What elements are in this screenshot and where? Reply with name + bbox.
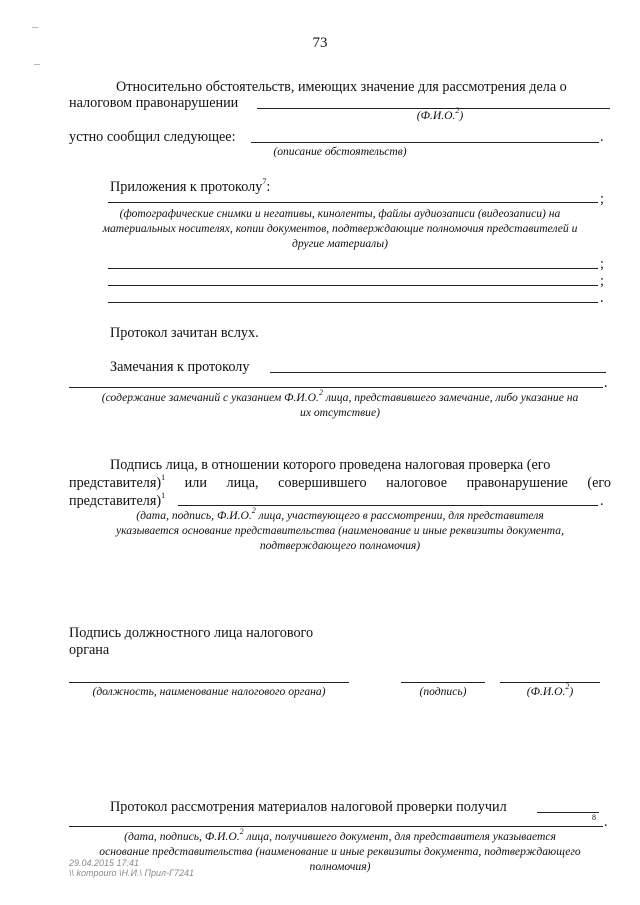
period: . bbox=[600, 290, 604, 306]
received-line-1[interactable] bbox=[537, 812, 599, 813]
read-aloud-text: Протокол зачитан вслух. bbox=[110, 325, 259, 341]
oral-line[interactable] bbox=[251, 142, 599, 143]
page-number: 73 bbox=[312, 35, 328, 51]
margin-mark bbox=[32, 27, 38, 28]
attachments-line-4[interactable] bbox=[108, 302, 598, 303]
footnote-mark: 8 bbox=[592, 813, 596, 822]
remarks-caption: (содержание замечаний с указанием Ф.И.О.$^2$ лица, представившего замечание, либо указание на их отсутствие) bbox=[101, 388, 579, 419]
received-line-2[interactable] bbox=[69, 826, 603, 827]
received-caption: (дата, подпись, Ф.И.О.$^2$ лица, получившего документ, для представителя указывается основание представительства (наименование и иные реквизиты документа, подтверждающего полномочия) bbox=[99, 827, 581, 873]
official-line2: органа bbox=[69, 642, 110, 658]
remarks-label: Замечания к протоколу bbox=[110, 359, 250, 375]
circumstances-line1: Относительно обстоятельств, имеющих значение для рассмотрения дела о bbox=[116, 79, 567, 95]
remarks-line-2[interactable] bbox=[69, 387, 603, 388]
official-signature-caption: (подпись) bbox=[419, 685, 467, 698]
inspected-period: . bbox=[600, 493, 604, 509]
oral-caption: (описание обстоятельств) bbox=[273, 145, 407, 158]
official-fio-line[interactable] bbox=[500, 682, 600, 683]
attachments-line-1[interactable] bbox=[108, 202, 598, 203]
official-signature-line[interactable] bbox=[401, 682, 485, 683]
attachments-caption: (фотографические снимки и негативы, киноленты, файлы аудиозаписи (видеозаписи) на материальных носителях, копии документов, подтверждающие полномочия представителей и другие материалы) bbox=[102, 207, 578, 250]
inspected-line1: Подпись лица, в отношении которого проведена налоговая проверка (его bbox=[110, 457, 551, 473]
fio-caption: (Ф.И.О.$^2$) bbox=[416, 106, 464, 122]
margin-mark bbox=[34, 64, 40, 65]
inspected-caption: (дата, подпись, Ф.И.О.$^2$ лица, участвующего в рассмотрении, для представителя указывается основание представительства (наименование и иные реквизиты документа, подтверждающего полномочия) bbox=[115, 506, 565, 552]
received-label: Протокол рассмотрения материалов налоговой проверки получил bbox=[110, 799, 507, 815]
semicolon: ; bbox=[600, 191, 604, 207]
inspected-signature-line[interactable] bbox=[178, 505, 598, 506]
attachments-line-2[interactable] bbox=[108, 268, 598, 269]
remarks-line-1[interactable] bbox=[270, 372, 606, 373]
oral-label: устно сообщил следующее: bbox=[69, 129, 236, 145]
official-fio-caption: (Ф.И.О.$^2$) bbox=[526, 682, 574, 698]
remarks-period: . bbox=[604, 375, 608, 391]
footer-path: \\ kompouro \Н.И.\ Прил-Г7241 bbox=[69, 868, 194, 878]
semicolon: ; bbox=[600, 256, 604, 272]
footer-timestamp: 29.04.2015 17:41 bbox=[69, 858, 140, 868]
received-period: . bbox=[604, 814, 608, 830]
oral-period: . bbox=[600, 129, 604, 145]
official-line1: Подпись должностного лица налогового bbox=[69, 625, 314, 641]
inspected-line2: представителя)$^1$ или лица, совершившего налоговое правонарушение (его bbox=[69, 473, 611, 491]
official-position-caption: (должность, наименование налогового органа) bbox=[92, 685, 326, 698]
circumstances-label: налоговом правонарушении bbox=[69, 95, 239, 111]
attachments-label: Приложения к протоколу$^7$: bbox=[110, 177, 271, 195]
inspected-line3: представителя)$^1$ bbox=[69, 491, 166, 509]
official-position-line[interactable] bbox=[69, 682, 349, 683]
attachments-line-3[interactable] bbox=[108, 285, 598, 286]
semicolon: ; bbox=[600, 273, 604, 289]
